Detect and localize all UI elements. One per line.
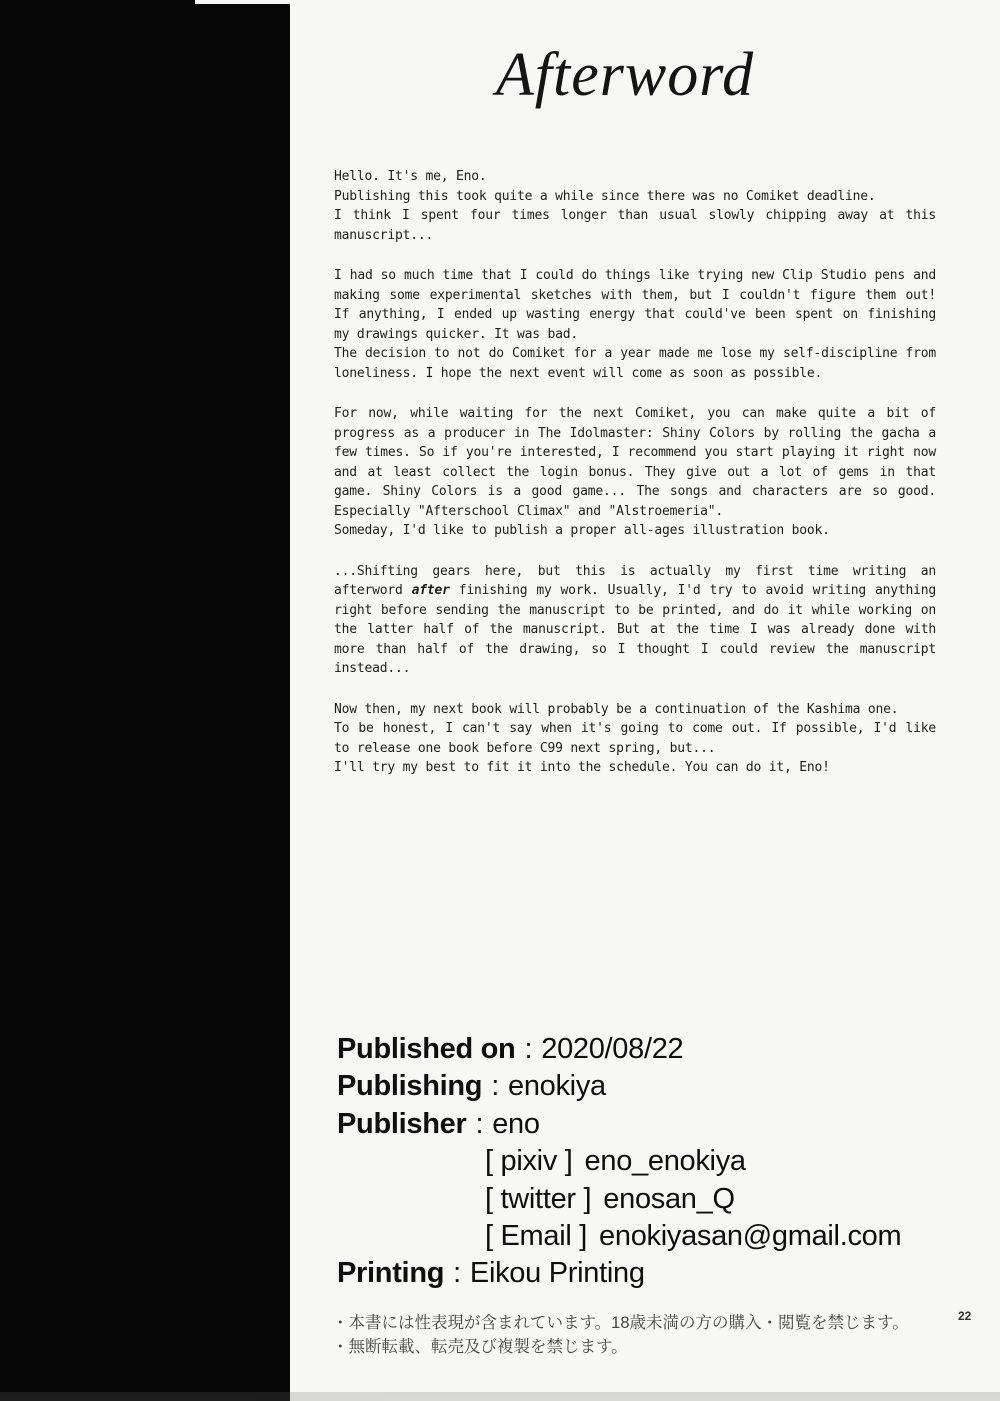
published-date: 2020/08/22	[541, 1033, 684, 1065]
colophon-label: Published on	[337, 1033, 516, 1065]
disclaimer-line: ・無断転載、転売及び複製を禁じます。	[332, 1338, 628, 1356]
email-address: enokiyasan@gmail.com	[599, 1220, 902, 1253]
colophon-label: Publisher	[337, 1107, 467, 1140]
colophon-row-printing	[337, 1255, 977, 1292]
left-black-spine	[0, 0, 290, 1401]
page-title: Afterword	[495, 41, 755, 109]
text-segment: finishing my work. Usually, I'd try to avoid writing anything right before sending the manuscript to be printed, and do it while working on the latter half of the manuscript. But at the time I was already done with more than half of the drawing, so I thought I could review the manuscript instead...	[334, 583, 936, 676]
email-tag: [ Email ]	[485, 1220, 588, 1253]
text-block: To be honest, I can't say when it's going to come out. If possible, I'd like to release one book before C99 next spring, but...	[334, 721, 936, 756]
paragraph-2	[334, 266, 936, 383]
twitter-tag: [ twitter ]	[485, 1182, 592, 1215]
disclaimer-notes	[332, 1311, 952, 1359]
colophon-row-twitter	[337, 1181, 977, 1218]
page-number: 22	[958, 1309, 972, 1323]
colophon-separator: :	[453, 1257, 461, 1290]
emphasized-word: after	[411, 583, 450, 598]
colophon-separator: :	[491, 1070, 499, 1103]
afterword-body	[334, 167, 936, 799]
text-block	[334, 562, 936, 679]
colophon-separator: :	[475, 1107, 484, 1140]
pixiv-tag: [ pixiv ]	[485, 1145, 573, 1178]
twitter-handle: enosan_Q	[603, 1182, 735, 1215]
colophon-row-publishing	[337, 1068, 977, 1105]
colophon-row-published-on	[337, 1031, 977, 1068]
text-block: Hello. It's me, Eno.	[334, 169, 487, 184]
text-block: Someday, I'd like to publish a proper all-ages illustration book.	[334, 523, 830, 538]
text-block: I'll try my best to fit it into the schedule. You can do it, Eno!	[334, 760, 830, 775]
text-block: Now then, my next book will probably be a continuation of the Kashima one.	[334, 701, 899, 717]
publisher-name: eno	[492, 1107, 540, 1140]
paragraph-1	[334, 167, 936, 245]
paragraph-4	[334, 562, 936, 679]
scan-bottom-edge	[0, 1392, 1000, 1401]
scan-edge-notch	[195, 0, 290, 4]
text-block: Publishing this took quite a while since there was no Comiket deadline.	[334, 188, 876, 204]
text-block: For now, while waiting for the next Comiket, you can make quite a bit of progress as a producer in The Idolmaster: Shiny Colors by rolling the gacha a few times. So if you're interested, I recommend you start playing it right now and at least collect the login bonus. They give out a lot of gems in that game. Shiny Colors is a good game... The songs and characters are so good. Especially "Afterschool Climax" and "Alstroemeria".	[334, 406, 936, 519]
text-block: The decision to not do Comiket for a year made me lose my self-discipline from loneliness. I hope the next event will come as soon as possible.	[334, 346, 936, 381]
printing-company: Eikou Printing	[469, 1257, 645, 1290]
pixiv-handle: eno_enokiya	[584, 1145, 746, 1178]
colophon-row-publisher	[337, 1106, 977, 1143]
colophon-label: Publishing	[337, 1070, 483, 1103]
colophon-label: Printing	[337, 1257, 445, 1290]
colophon-row-pixiv	[337, 1143, 977, 1180]
paragraph-3	[334, 404, 936, 541]
disclaimer-line: ・本書には性表現が含まれています。18歳未満の方の購入・閲覧を禁じます。	[332, 1314, 909, 1332]
text-segment: ...Shifting gears here, but this is actually my first time writing an afterword	[334, 563, 936, 598]
colophon-separator: :	[524, 1033, 533, 1065]
publishing-circle: enokiya	[507, 1070, 606, 1103]
paragraph-5	[334, 700, 936, 778]
text-block: I had so much time that I could do things like trying new Clip Studio pens and making some experimental sketches with them, but I couldn't figure them out! If anything, I ended up wasting energy that could've been spent on finishing my drawings quicker. It was bad.	[334, 268, 936, 342]
colophon-row-email	[337, 1218, 977, 1255]
text-block: I think I spent four times longer than usual slowly chipping away at this manuscript...	[334, 208, 936, 243]
colophon	[337, 1031, 977, 1293]
